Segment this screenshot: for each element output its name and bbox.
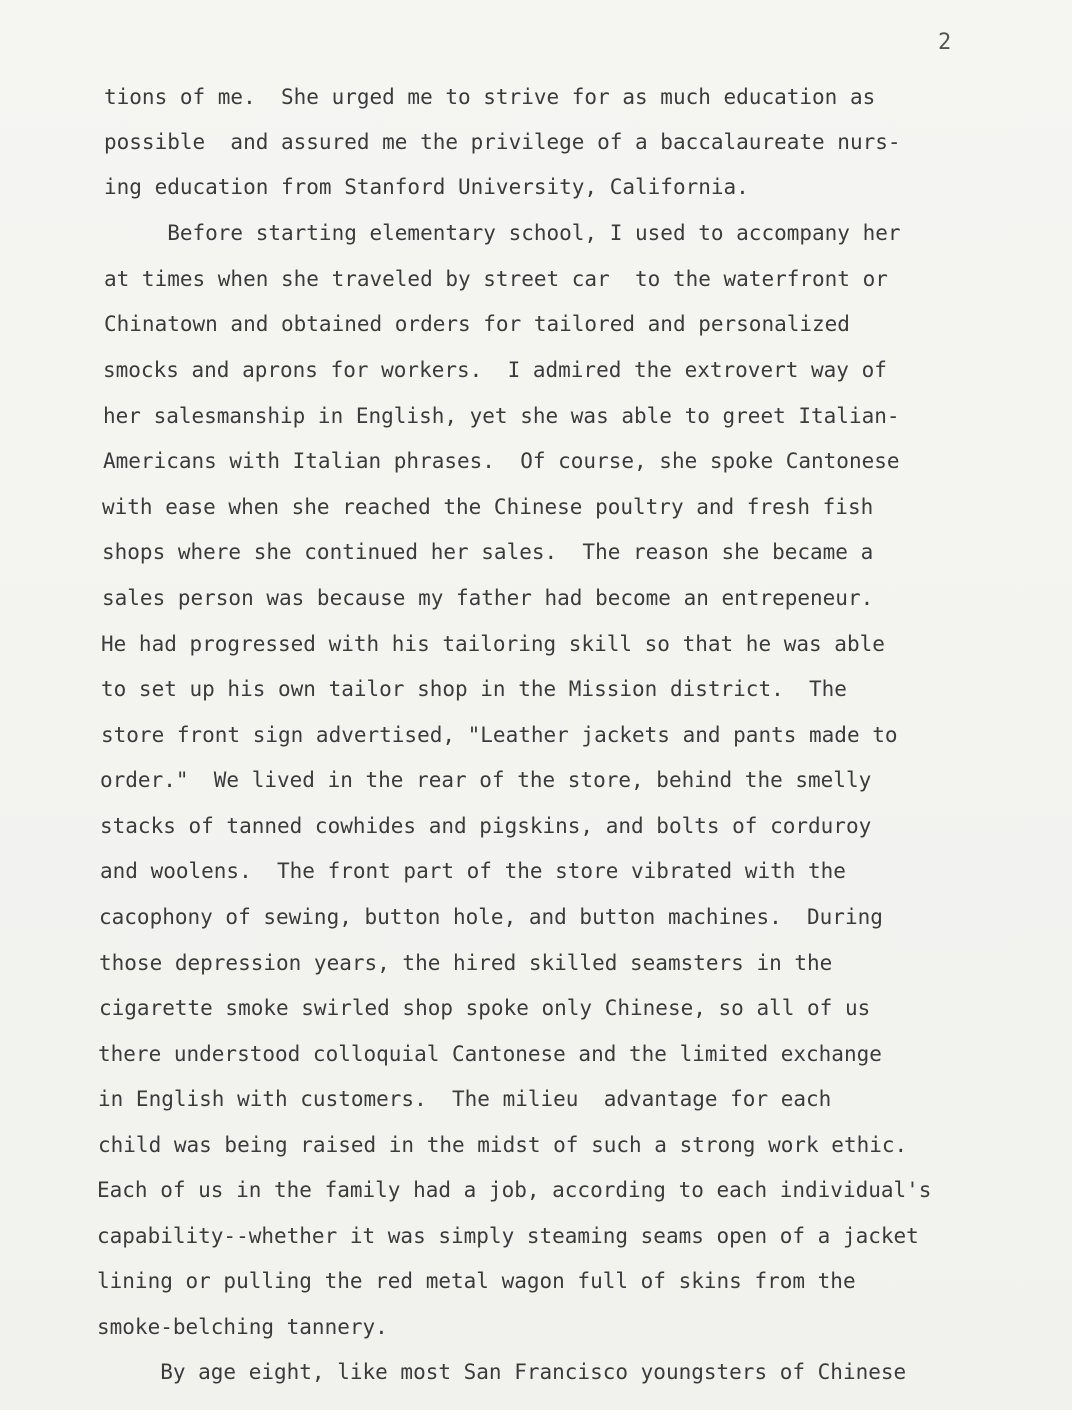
text-line: smoke-belching tannery. [97, 1315, 388, 1339]
text-line: stacks of tanned cowhides and pigskins, and bolts of corduroy [100, 814, 872, 838]
text-line: Americans with Italian phrases. Of course, she spoke Cantonese [103, 449, 900, 473]
text-line: cigarette smoke swirled shop spoke only Chinese, so all of us [99, 996, 871, 1020]
text-line: to set up his own tailor shop in the Mission district. The [101, 677, 847, 701]
text-line: shops where she continued her sales. The reason she became a [102, 540, 874, 564]
text-line: lining or pulling the red metal wagon full of skins from the [97, 1269, 856, 1293]
text-line: cacophony of sewing, button hole, and button machines. During [99, 905, 883, 929]
text-line: sales person was because my father had become an entrepeneur. [102, 586, 874, 610]
text-line: those depression years, the hired skilled seamsters in the [99, 951, 833, 975]
text-line: store front sign advertised, "Leather jackets and pants made to [101, 723, 898, 747]
text-line: possible and assured me the privilege of a baccalaureate nurs- [104, 130, 901, 154]
text-line: Chinatown and obtained orders for tailored and personalized [104, 312, 850, 336]
text-line: He had progressed with his tailoring skill so that he was able [101, 632, 885, 656]
page-number: 2 [938, 30, 952, 55]
text-line: and woolens. The front part of the store vibrated with the [100, 859, 846, 883]
text-line: order." We lived in the rear of the store, behind the smelly [100, 768, 872, 792]
text-line: there understood colloquial Cantonese and the limited exchange [98, 1042, 882, 1066]
text-line: smocks and aprons for workers. I admired the extrovert way of [103, 358, 887, 382]
text-line: By age eight, like most San Francisco youngsters of Chinese [97, 1360, 907, 1384]
text-line: in English with customers. The milieu advantage for each [98, 1087, 832, 1111]
text-line: Each of us in the family had a job, according to each individual's [97, 1178, 932, 1202]
text-line: Before starting elementary school, I used to accompany her [104, 221, 901, 245]
text-line: ing education from Stanford University, California. [104, 175, 749, 199]
text-line: child was being raised in the midst of such a strong work ethic. [98, 1133, 908, 1157]
text-line: at times when she traveled by street car to the waterfront or [104, 267, 888, 291]
text-line: capability--whether it was simply steaming seams open of a jacket [97, 1224, 919, 1248]
text-line: her salesmanship in English, yet she was able to greet Italian- [103, 404, 900, 428]
text-line: tions of me. She urged me to strive for as much education as [104, 85, 876, 109]
text-line: with ease when she reached the Chinese poultry and fresh fish [102, 495, 874, 519]
